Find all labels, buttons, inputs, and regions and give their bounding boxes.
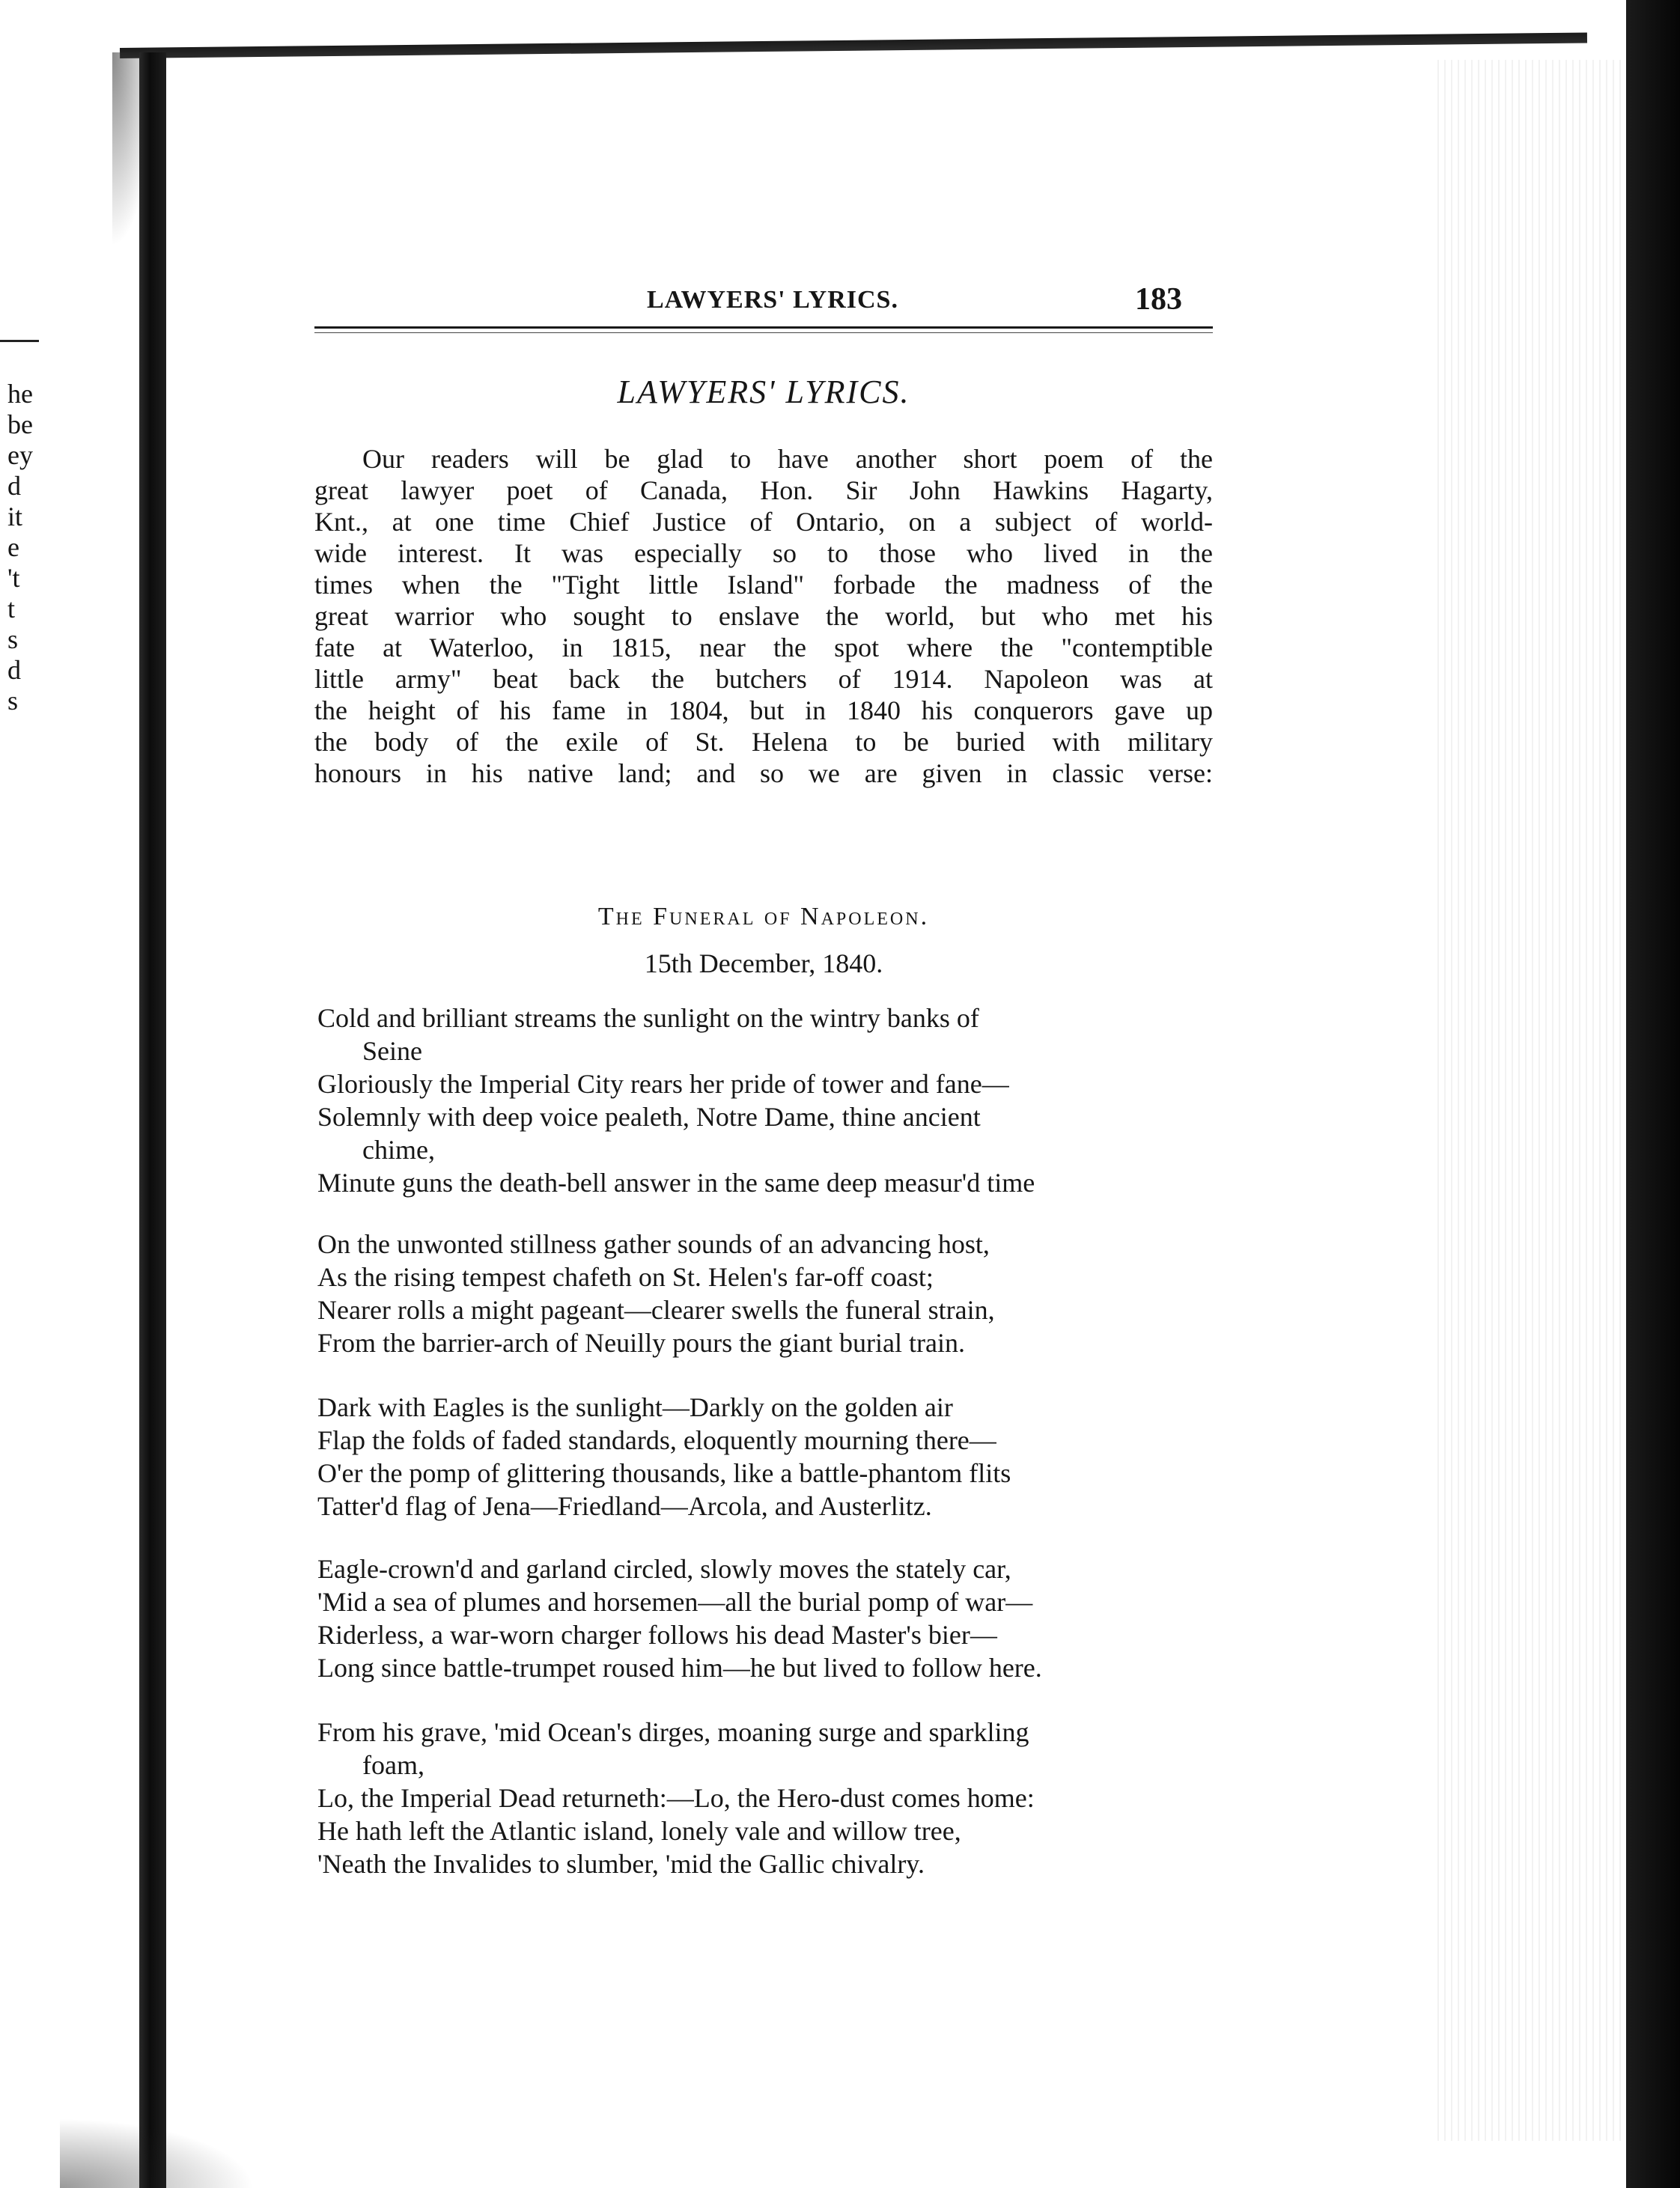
fragment: d [7, 471, 21, 501]
poem-line: Long since battle-trumpet roused him—he but lived to follow here. [317, 1653, 1042, 1683]
facing-page-fragments [7, 379, 52, 716]
poem-line: O'er the pomp of glittering thousands, like a battle-phantom flits [317, 1458, 1011, 1488]
poem-line: 'Neath the Invalides to slumber, 'mid the Gallic chivalry. [317, 1849, 925, 1879]
poem-stanza-3 [317, 1391, 1216, 1523]
fragment: he [7, 379, 33, 409]
fragment: e [7, 532, 19, 562]
paragraph-line: times when the "Tight little Island" forbade the madness of the [314, 570, 1213, 600]
poem-line: Dark with Eagles is the sunlight—Darkly on the golden air [317, 1392, 953, 1422]
poem-line: Tatter'd flag of Jena—Friedland—Arcola, and Austerlitz. [317, 1491, 932, 1521]
poem-line: Solemnly with deep voice pealeth, Notre Dame, thine ancient [317, 1102, 981, 1132]
poem-line: 'Mid a sea of plumes and horsemen—all the burial pomp of war— [317, 1587, 1033, 1617]
poem-line: Minute guns the death-bell answer in the same deep measur'd time [317, 1168, 1035, 1198]
poem-stanza-2 [317, 1228, 1216, 1359]
header-rule [314, 326, 1213, 329]
header-rule-thin [314, 332, 1213, 333]
paragraph-line: the body of the exile of St. Helena to be buried with military [314, 727, 1213, 757]
fragment: it [7, 502, 23, 531]
intro-paragraph [314, 443, 1213, 789]
scan-right-noise [1437, 60, 1625, 2141]
poem-line-continuation: Seine [362, 1036, 422, 1066]
fragment: 't [7, 563, 20, 593]
poem-line: From the barrier-arch of Neuilly pours the giant burial train. [317, 1328, 966, 1358]
paragraph-line: wide interest. It was especially so to those who lived in the [314, 538, 1213, 568]
poem-stanza-4 [317, 1552, 1216, 1684]
poem-line: Flap the folds of faded standards, eloquently mourning there— [317, 1425, 996, 1455]
running-title: LAWYERS' LYRICS. [647, 286, 898, 314]
poem-line: Eagle-crown'd and garland circled, slowly moves the stately car, [317, 1554, 1011, 1584]
paragraph-line: the height of his fame in 1804, but in 1840 his conquerors gave up [314, 695, 1213, 725]
scan-right-edge [1626, 0, 1680, 2188]
poem-line-continuation: chime, [362, 1135, 435, 1165]
poem-line: Lo, the Imperial Dead returneth:—Lo, the Hero-dust comes home: [317, 1783, 1035, 1813]
running-head [314, 282, 1213, 331]
scan-bottom-shadow [60, 2118, 255, 2188]
fragment: s [7, 686, 19, 716]
paragraph-line: great lawyer poet of Canada, Hon. Sir John Hawkins Hagarty, [314, 475, 1213, 505]
poem-line: Riderless, a war-worn charger follows his dead Master's bier— [317, 1620, 997, 1650]
poem-line: Nearer rolls a might pageant—clearer swells the funeral strain, [317, 1295, 995, 1325]
scan-left-edge [139, 52, 166, 2188]
facing-page-rule [0, 340, 39, 342]
paragraph-line: great warrior who sought to enslave the world, but who met his [314, 601, 1213, 631]
poem-line: On the unwonted stillness gather sounds of an advancing host, [317, 1229, 990, 1259]
poem-line: Cold and brilliant streams the sunlight on the wintry banks of [317, 1003, 979, 1033]
scan-top-edge [120, 32, 1587, 58]
poem-line: From his grave, 'mid Ocean's dirges, moaning surge and sparkling [317, 1717, 1029, 1747]
paragraph-line: fate at Waterloo, in 1815, near the spot where the "contemptible [314, 633, 1213, 662]
fragment: t [7, 594, 16, 624]
poem-stanza-5 [317, 1716, 1216, 1880]
paragraph-line: honours in his native land; and so we are given in classic verse: [314, 758, 1213, 788]
fragment: ey [7, 440, 33, 470]
fragment: d [7, 655, 21, 685]
poem-line: Gloriously the Imperial City rears her pride of tower and fane— [317, 1069, 1009, 1099]
poem-title: The Funeral of Napoleon. [597, 903, 930, 930]
poem-date: 15th December, 1840. [644, 948, 883, 978]
fragment: s [7, 624, 19, 654]
poem-line: He hath left the Atlantic island, lonely vale and willow tree, [317, 1816, 961, 1846]
paragraph-line: Our readers will be glad to have another short poem of the [362, 444, 1213, 474]
poem-line: As the rising tempest chafeth on St. Helen's far-off coast; [317, 1262, 934, 1292]
poem-line-continuation: foam, [362, 1750, 424, 1780]
paragraph-line: little army" beat back the butchers of 1914. Napoleon was at [314, 664, 1213, 694]
fragment: be [7, 409, 33, 439]
page-number: 183 [1135, 282, 1182, 317]
paragraph-line: Knt., at one time Chief Justice of Ontario, on a subject of world- [314, 507, 1213, 537]
article-title: LAWYERS' LYRICS. [617, 374, 910, 410]
poem-stanza-1 [317, 1002, 1216, 1199]
